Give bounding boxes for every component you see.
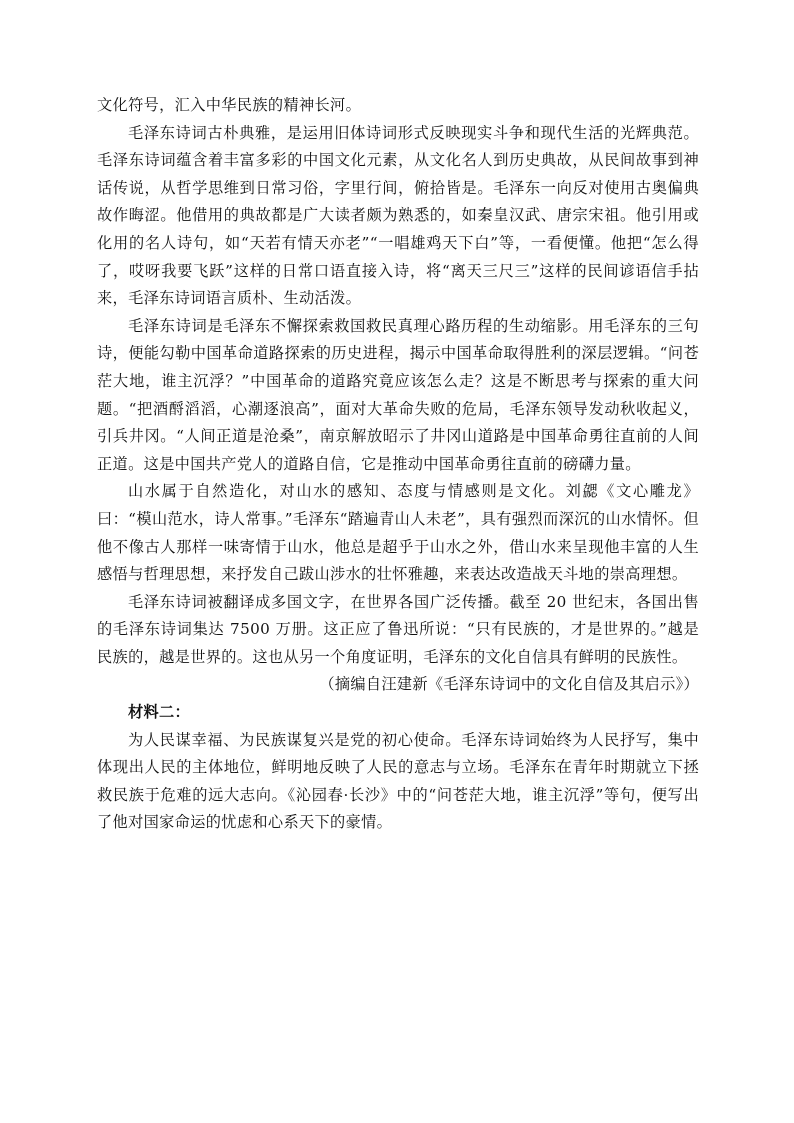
paragraph-continuation: 文化符号，汇入中华民族的精神长河。 <box>97 96 362 114</box>
paragraph-world-spread: 毛泽东诗词被翻译成多国文字，在世界各国广泛传播。截至 20 世纪末，各国出售的毛泽东诗词集达 7500 万册。这正应了鲁迅所说：“只有民族的，才是世界的。”越是民族的，越是世界的。这也从另一个角度证明，毛泽东的文化自信具有鲜明的民族性。 <box>97 592 699 666</box>
paragraph-poetry-style: 毛泽东诗词古朴典雅，是运用旧体诗词形式反映现实斗争和现代生活的光辉典范。毛泽东诗词蕴含着丰富多彩的中国文化元素，从文化名人到历史典故，从民间故事到神话传说，从哲学思维到日常习俗，字里行间，俯拾皆是。毛泽东一向反对使用古奥偏典故作晦涩。他借用的典故都是广大读者颇为熟悉的，如秦皇汉武、唐宗宋祖。他引用或化用的名人诗句，如“天若有情天亦老”“一唱雄鸡天下白”等，一看便懂。他把“怎么得了，哎呀我要飞跃”这样的日常口语直接入诗，将“离天三尺三”这样的民间谚语信手拈来，毛泽东诗词语言质朴、生动活泼。 <box>97 123 699 308</box>
material-two-label: 材料二： <box>128 703 190 722</box>
paragraph-landscape: 山水属于自然造化，对山水的感知、态度与情感则是文化。刘勰《文心雕龙》曰：“模山范水，诗人常事。”毛泽东“踏遍青山人未老”，具有强烈而深沉的山水情怀。但他不像古人那样一味寄情于山水，他总是超乎于山水之外，借山水来呈现他丰富的人生感悟与哲理思想，来抒发自己跋山涉水的壮怀雅趣，来表达改造战天斗地的崇高理想。 <box>97 482 699 584</box>
paragraph-people-mission: 为人民谋幸福、为民族谋复兴是党的初心使命。毛泽东诗词始终为人民抒写，集中体现出人民的主体地位，鲜明地反映了人民的意志与立场。毛泽东在青年时期就立下拯救民族于危难的远大志向。《沁园春·长沙》中的“问苍茫大地，谁主沉浮”等句，便写出了他对国家命运的忧虑和心系天下的豪情。 <box>97 730 699 832</box>
source-citation: （摘编自汪建新《毛泽东诗词中的文化自信及其启示》） <box>319 675 699 694</box>
paragraph-revolution-path: 毛泽东诗词是毛泽东不懈探索救国救民真理心路历程的生动缩影。用毛泽东的三句诗，便能勾勒中国革命道路探索的历史进程，揭示中国革命取得胜利的深层逻辑。“问苍茫大地，谁主沉浮？”中国革命的道路究竟应该怎么走？这是不断思考与探索的重大问题。“把酒酹滔滔，心潮逐浪高”，面对大革命失败的危局，毛泽东领导发动秋收起义，引兵井冈。“人间正道是沧桑”，南京解放昭示了井冈山道路是中国革命勇往直前的人间正道。这是中国共产党人的道路自信，它是推动中国革命勇往直前的磅礴力量。 <box>97 316 699 473</box>
document-page <box>97 92 699 837</box>
